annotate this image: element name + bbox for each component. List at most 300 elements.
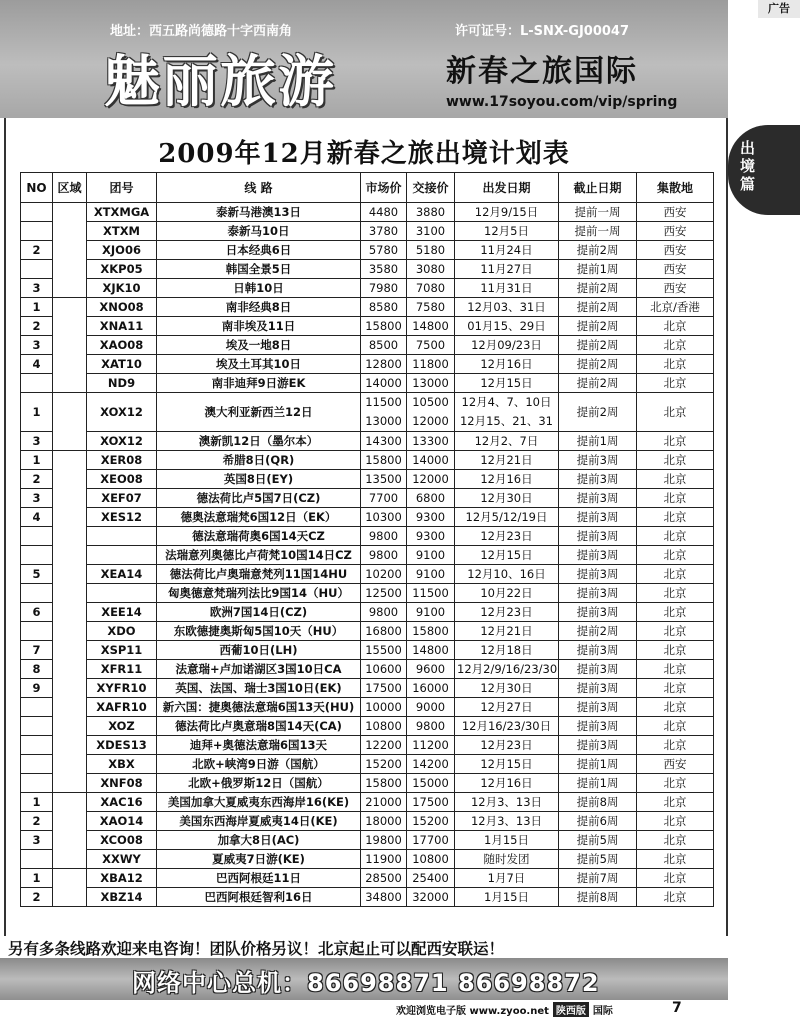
- row-departure-cell: 12月16日: [455, 774, 559, 793]
- row-market-price-cell: 14300: [361, 432, 407, 451]
- row-handover-price-cell: 9800: [407, 717, 455, 736]
- row-handover-price-cell: 13300: [407, 432, 455, 451]
- row-route-cell: 美国东西海岸夏威夷14日(KE): [157, 812, 361, 831]
- table-row: [21, 470, 714, 489]
- table-row: [21, 546, 714, 565]
- table-row: [21, 584, 714, 603]
- row-no-cell: 2: [21, 470, 53, 489]
- row-handover-price-cell: 9100: [407, 603, 455, 622]
- row-hub-cell: 西安: [637, 755, 714, 774]
- row-code-cell: XBX: [87, 755, 157, 774]
- row-handover-price-cell: 5180: [407, 241, 455, 260]
- row-market-price-cell: 9800: [361, 603, 407, 622]
- row-market-price-cell: 19800: [361, 831, 407, 850]
- row-market-price-cell: 21000: [361, 793, 407, 812]
- row-departure-cell: 1月7日: [455, 869, 559, 888]
- row-market-price-cell-line: 13000: [365, 414, 402, 428]
- row-market-price-cell: 15800: [361, 774, 407, 793]
- row-hub-cell: 北京: [637, 679, 714, 698]
- table-row: [21, 888, 714, 907]
- row-market-price-cell: 3580: [361, 260, 407, 279]
- row-deadline-cell: 提前3周: [559, 470, 637, 489]
- row-deadline-cell: 提前7周: [559, 869, 637, 888]
- row-handover-price-cell: 14800: [407, 641, 455, 660]
- row-deadline-cell: 提前3周: [559, 489, 637, 508]
- row-deadline-cell: 提前5周: [559, 850, 637, 869]
- row-hub-cell: 西安: [637, 260, 714, 279]
- row-code-cell: XSP11: [87, 641, 157, 660]
- row-code-cell: XFR11: [87, 660, 157, 679]
- row-handover-price-cell: 13000: [407, 374, 455, 393]
- row-handover-price-cell: 9100: [407, 546, 455, 565]
- row-route-cell: 日韩10日: [157, 279, 361, 298]
- row-departure-cell: 12月21日: [455, 451, 559, 470]
- row-market-price-cell: 17500: [361, 679, 407, 698]
- row-route-cell: 泰新马港澳13日: [157, 203, 361, 222]
- row-route-cell: 德法意瑞荷奥6国14天CZ: [157, 527, 361, 546]
- row-departure-cell: 12月23日: [455, 527, 559, 546]
- row-handover-price-cell: 14800: [407, 317, 455, 336]
- row-route-cell: 英国8日(EY): [157, 470, 361, 489]
- row-code-cell: XOX12: [87, 393, 157, 432]
- row-handover-price-cell: 3880: [407, 203, 455, 222]
- row-market-price-cell: 15500: [361, 641, 407, 660]
- row-market-price-cell: 10200: [361, 565, 407, 584]
- table-row: [21, 622, 714, 641]
- row-handover-price-cell: 25400: [407, 869, 455, 888]
- row-deadline-cell: 提前2周: [559, 374, 637, 393]
- row-handover-price-cell: 9300: [407, 527, 455, 546]
- row-handover-price-cell: 17500: [407, 793, 455, 812]
- row-handover-price-cell: 11800: [407, 355, 455, 374]
- row-hub-cell: 北京: [637, 603, 714, 622]
- row-handover-price-cell: 15200: [407, 812, 455, 831]
- row-code-cell: XEF07: [87, 489, 157, 508]
- row-no-cell: 5: [21, 565, 53, 584]
- row-departure-cell: 11月24日: [455, 241, 559, 260]
- row-departure-cell: 12月27日: [455, 698, 559, 717]
- row-deadline-cell: 提前2周: [559, 355, 637, 374]
- row-code-cell: XYFR10: [87, 679, 157, 698]
- row-departure-cell: 12月3、13日: [455, 812, 559, 831]
- row-departure-cell: 12月09/23日: [455, 336, 559, 355]
- row-hub-cell: 北京: [637, 489, 714, 508]
- row-code-cell: XAO08: [87, 336, 157, 355]
- row-market-price-cell: 3780: [361, 222, 407, 241]
- table-row: [21, 850, 714, 869]
- row-hub-cell: 北京: [637, 317, 714, 336]
- row-market-price-cell: 8500: [361, 336, 407, 355]
- row-deadline-cell: 提前2周: [559, 241, 637, 260]
- row-departure-cell: 1月15日: [455, 888, 559, 907]
- row-deadline-cell: 提前3周: [559, 565, 637, 584]
- row-code-cell: XXWY: [87, 850, 157, 869]
- row-route-cell: 德法荷比卢奥意瑞8国14天(CA): [157, 717, 361, 736]
- row-departure-cell: [455, 393, 559, 432]
- row-departure-cell: 11月31日: [455, 279, 559, 298]
- table-row: [21, 736, 714, 755]
- row-route-cell: 东欧德捷奥斯匈5国10天（HU）: [157, 622, 361, 641]
- row-no-cell: [21, 203, 53, 222]
- row-hub-cell: 北京: [637, 850, 714, 869]
- row-market-price-cell: 9800: [361, 546, 407, 565]
- table-row: [21, 222, 714, 241]
- row-hub-cell: 北京: [637, 660, 714, 679]
- row-hub-cell: 西安: [637, 203, 714, 222]
- row-departure-cell: 12月18日: [455, 641, 559, 660]
- row-deadline-cell: 提前2周: [559, 298, 637, 317]
- table-row: [21, 279, 714, 298]
- page-number: 7: [672, 1000, 682, 1016]
- row-no-cell: [21, 717, 53, 736]
- row-hub-cell: 北京: [637, 565, 714, 584]
- row-code-cell: XTXM: [87, 222, 157, 241]
- row-hub-cell: 北京: [637, 508, 714, 527]
- header-banner: [0, 0, 728, 118]
- table-row: [21, 660, 714, 679]
- row-departure-cell: 12月15日: [455, 374, 559, 393]
- row-departure-cell: 12月5/12/19日: [455, 508, 559, 527]
- page-title: 2009年12月新春之旅出境计划表: [158, 139, 570, 169]
- row-code-cell: XDES13: [87, 736, 157, 755]
- row-market-price-cell: 15800: [361, 317, 407, 336]
- row-code-cell: XOZ: [87, 717, 157, 736]
- row-handover-price-cell: 7500: [407, 336, 455, 355]
- row-departure-cell: 12月16/23/30日: [455, 717, 559, 736]
- row-hub-cell: 北京: [637, 831, 714, 850]
- row-region-cell: [53, 869, 87, 907]
- row-departure-cell: 12月5日: [455, 222, 559, 241]
- ad-label: 广告: [758, 0, 800, 18]
- table-row: [21, 812, 714, 831]
- table-header-row: [21, 173, 714, 203]
- table-row: [21, 717, 714, 736]
- row-route-cell: 韩国全景5日: [157, 260, 361, 279]
- row-market-price-cell: 5780: [361, 241, 407, 260]
- row-no-cell: [21, 698, 53, 717]
- col-header-handover-price: 交接价: [407, 173, 455, 203]
- row-departure-cell: 12月21日: [455, 622, 559, 641]
- row-handover-price-cell: 16000: [407, 679, 455, 698]
- row-no-cell: [21, 374, 53, 393]
- row-route-cell: 北欧+俄罗斯12日（国航）: [157, 774, 361, 793]
- row-no-cell: [21, 736, 53, 755]
- row-route-cell: 泰新马10日: [157, 222, 361, 241]
- row-no-cell: 2: [21, 812, 53, 831]
- page-footer: [396, 1002, 613, 1017]
- row-no-cell: [21, 774, 53, 793]
- row-no-cell: [21, 622, 53, 641]
- row-route-cell: 南非埃及11日: [157, 317, 361, 336]
- row-handover-price-cell: 3080: [407, 260, 455, 279]
- table-row: [21, 203, 714, 222]
- row-market-price-cell: [361, 393, 407, 432]
- table-row: [21, 432, 714, 451]
- row-deadline-cell: 提前3周: [559, 451, 637, 470]
- row-no-cell: 2: [21, 241, 53, 260]
- row-route-cell: 澳大利亚新西兰12日: [157, 393, 361, 432]
- table-row: [21, 527, 714, 546]
- row-no-cell: 1: [21, 451, 53, 470]
- row-market-price-cell: 12800: [361, 355, 407, 374]
- row-code-cell: XER08: [87, 451, 157, 470]
- row-route-cell: 埃及土耳其10日: [157, 355, 361, 374]
- row-deadline-cell: 提前3周: [559, 717, 637, 736]
- row-route-cell: 新六国：捷奥德法意瑞6国13天(HU): [157, 698, 361, 717]
- row-handover-price-cell-line: 12000: [412, 414, 449, 428]
- row-departure-cell: 12月2/9/16/23/30: [455, 660, 559, 679]
- col-header-region: 区域: [53, 173, 87, 203]
- row-no-cell: [21, 260, 53, 279]
- row-code-cell: XNF08: [87, 774, 157, 793]
- table-row: [21, 489, 714, 508]
- row-departure-cell: 12月16日: [455, 470, 559, 489]
- row-departure-cell: 10月22日: [455, 584, 559, 603]
- row-deadline-cell: 提前3周: [559, 508, 637, 527]
- col-header-no: NO: [21, 173, 53, 203]
- row-departure-cell: 12月23日: [455, 736, 559, 755]
- row-no-cell: [21, 527, 53, 546]
- row-departure-cell: 12月15日: [455, 755, 559, 774]
- row-code-cell: XEO08: [87, 470, 157, 489]
- row-code-cell: XEA14: [87, 565, 157, 584]
- row-no-cell: 1: [21, 298, 53, 317]
- row-code-cell: XAO14: [87, 812, 157, 831]
- table-row: [21, 774, 714, 793]
- row-market-price-cell: 28500: [361, 869, 407, 888]
- row-market-price-cell: 11900: [361, 850, 407, 869]
- row-market-price-cell: 34800: [361, 888, 407, 907]
- row-departure-cell: 12月10、16日: [455, 565, 559, 584]
- row-deadline-cell: 提前3周: [559, 736, 637, 755]
- row-market-price-cell: 18000: [361, 812, 407, 831]
- row-hub-cell: 西安: [637, 241, 714, 260]
- row-route-cell: 巴西阿根廷智利16日: [157, 888, 361, 907]
- row-departure-cell: 1月15日: [455, 831, 559, 850]
- row-hub-cell: 西安: [637, 279, 714, 298]
- table-row: [21, 298, 714, 317]
- row-handover-price-cell: 9600: [407, 660, 455, 679]
- row-deadline-cell: 提前一周: [559, 203, 637, 222]
- row-market-price-cell: 7980: [361, 279, 407, 298]
- row-no-cell: 4: [21, 355, 53, 374]
- row-code-cell: [87, 546, 157, 565]
- row-code-cell: XCO08: [87, 831, 157, 850]
- row-no-cell: 3: [21, 279, 53, 298]
- row-no-cell: 3: [21, 432, 53, 451]
- row-deadline-cell: 提前2周: [559, 622, 637, 641]
- table-row: [21, 451, 714, 470]
- table-row: [21, 355, 714, 374]
- table-row: [21, 641, 714, 660]
- row-no-cell: [21, 850, 53, 869]
- row-route-cell: 德法荷比卢5国7日(CZ): [157, 489, 361, 508]
- row-route-cell: 欧洲7国14日(CZ): [157, 603, 361, 622]
- row-deadline-cell: 提前3周: [559, 527, 637, 546]
- table-row: [21, 831, 714, 850]
- row-region-cell: [53, 393, 87, 451]
- row-handover-price-cell: 14000: [407, 451, 455, 470]
- row-deadline-cell: 提前1周: [559, 755, 637, 774]
- col-header-route: 线 路: [157, 173, 361, 203]
- row-hub-cell: 北京: [637, 527, 714, 546]
- col-header-deadline: 截止日期: [559, 173, 637, 203]
- table-row: [21, 755, 714, 774]
- row-hub-cell: 北京: [637, 869, 714, 888]
- row-deadline-cell: 提前3周: [559, 679, 637, 698]
- row-deadline-cell: 提前1周: [559, 774, 637, 793]
- row-market-price-cell: 10300: [361, 508, 407, 527]
- agency-address: 地址：西五路尚德路十字西南角: [110, 24, 293, 39]
- section-side-tab: [728, 125, 800, 215]
- table-row: [21, 508, 714, 527]
- row-code-cell: XDO: [87, 622, 157, 641]
- row-deadline-cell: 提前1周: [559, 432, 637, 451]
- col-header-market-price: 市场价: [361, 173, 407, 203]
- row-hub-cell: 北京: [637, 641, 714, 660]
- table-row: [21, 241, 714, 260]
- table-row: [21, 336, 714, 355]
- edition-badge: 陕西版: [553, 1002, 589, 1017]
- row-no-cell: [21, 222, 53, 241]
- row-code-cell: XBA12: [87, 869, 157, 888]
- row-code-cell: [87, 527, 157, 546]
- row-handover-price-cell: 6800: [407, 489, 455, 508]
- row-handover-price-cell: 7580: [407, 298, 455, 317]
- row-route-cell: 北欧+峡湾9日游（国航）: [157, 755, 361, 774]
- row-no-cell: 8: [21, 660, 53, 679]
- row-market-price-cell: 8580: [361, 298, 407, 317]
- section-side-tab-label: 出境篇: [740, 139, 756, 193]
- table-row: [21, 793, 714, 812]
- row-no-cell: [21, 584, 53, 603]
- row-departure-cell: 12月16日: [455, 355, 559, 374]
- row-hub-cell: 北京: [637, 546, 714, 565]
- row-route-cell: 南非经典8日: [157, 298, 361, 317]
- row-no-cell: 3: [21, 489, 53, 508]
- row-departure-cell: 12月3、13日: [455, 793, 559, 812]
- row-hub-cell: 北京: [637, 432, 714, 451]
- row-handover-price-cell: 14200: [407, 755, 455, 774]
- footer-text: 欢迎浏览电子版 www.zyoo.net: [396, 1006, 549, 1017]
- row-handover-price-cell: 32000: [407, 888, 455, 907]
- row-deadline-cell: 提前8周: [559, 793, 637, 812]
- row-hub-cell: 北京: [637, 584, 714, 603]
- row-deadline-cell: 提前6周: [559, 812, 637, 831]
- row-deadline-cell: 提前3周: [559, 698, 637, 717]
- row-code-cell: XNA11: [87, 317, 157, 336]
- row-no-cell: 2: [21, 317, 53, 336]
- row-departure-cell: 随时发团: [455, 850, 559, 869]
- row-code-cell: XJO06: [87, 241, 157, 260]
- row-departure-cell-line: 12月4、7、10日: [461, 395, 552, 409]
- table-row: [21, 698, 714, 717]
- col-header-hub: 集散地: [637, 173, 714, 203]
- row-route-cell: 希腊8日(QR): [157, 451, 361, 470]
- row-code-cell: [87, 584, 157, 603]
- row-deadline-cell: 提前3周: [559, 641, 637, 660]
- table-row: [21, 869, 714, 888]
- row-route-cell: 法意瑞+卢加诺湖区3国10日CA: [157, 660, 361, 679]
- row-route-cell: 日本经典6日: [157, 241, 361, 260]
- row-market-price-cell: 16800: [361, 622, 407, 641]
- row-market-price-cell: 4480: [361, 203, 407, 222]
- row-hub-cell: 北京/香港: [637, 298, 714, 317]
- row-no-cell: 4: [21, 508, 53, 527]
- row-route-cell: 巴西阿根廷11日: [157, 869, 361, 888]
- row-deadline-cell: 提前1周: [559, 260, 637, 279]
- agency-logo: 魅丽旅游: [104, 49, 336, 115]
- row-market-price-cell: 15200: [361, 755, 407, 774]
- col-header-departure: 出发日期: [455, 173, 559, 203]
- row-deadline-cell: 提前2周: [559, 279, 637, 298]
- row-route-cell: 英国、法国、瑞士3国10日(EK): [157, 679, 361, 698]
- hotline-bar: [0, 958, 728, 1000]
- row-region-cell: [53, 298, 87, 393]
- table-row: [21, 603, 714, 622]
- row-no-cell: [21, 755, 53, 774]
- row-handover-price-cell: 11500: [407, 584, 455, 603]
- row-deadline-cell: 提前2周: [559, 317, 637, 336]
- row-code-cell: XES12: [87, 508, 157, 527]
- row-market-price-cell: 10000: [361, 698, 407, 717]
- row-hub-cell: 北京: [637, 698, 714, 717]
- row-no-cell: 2: [21, 888, 53, 907]
- row-route-cell: 迪拜+奥德法意瑞6国13天: [157, 736, 361, 755]
- row-handover-price-cell: 17700: [407, 831, 455, 850]
- row-deadline-cell: 提前3周: [559, 603, 637, 622]
- row-handover-price-cell: 11200: [407, 736, 455, 755]
- row-hub-cell: 北京: [637, 812, 714, 831]
- website-url[interactable]: www.17soyou.com/vip/spring: [446, 94, 678, 110]
- row-route-cell: 夏威夷7日游(KE): [157, 850, 361, 869]
- row-code-cell: ND9: [87, 374, 157, 393]
- license-number: 许可证号：L-SNX-GJ00047: [455, 24, 630, 39]
- row-code-cell: XOX12: [87, 432, 157, 451]
- row-hub-cell: 北京: [637, 774, 714, 793]
- row-departure-cell: 12月2、7日: [455, 432, 559, 451]
- row-code-cell: XJK10: [87, 279, 157, 298]
- row-departure-cell: 12月23日: [455, 603, 559, 622]
- row-code-cell: XTXMGA: [87, 203, 157, 222]
- row-handover-price-cell: 15000: [407, 774, 455, 793]
- row-code-cell: XAT10: [87, 355, 157, 374]
- row-no-cell: 3: [21, 831, 53, 850]
- row-route-cell: 美国加拿大夏威夷东西海岸16(KE): [157, 793, 361, 812]
- row-handover-price-cell-line: 10500: [412, 395, 449, 409]
- row-handover-price-cell: 3100: [407, 222, 455, 241]
- row-route-cell: 加拿大8日(AC): [157, 831, 361, 850]
- row-hub-cell: 北京: [637, 374, 714, 393]
- row-market-price-cell: 9800: [361, 527, 407, 546]
- row-deadline-cell: 提前8周: [559, 888, 637, 907]
- row-route-cell: 德奥法意瑞梵6国12日（EK）: [157, 508, 361, 527]
- row-departure-cell: 12月30日: [455, 489, 559, 508]
- row-code-cell: XKP05: [87, 260, 157, 279]
- row-market-price-cell: 10800: [361, 717, 407, 736]
- row-hub-cell: 北京: [637, 888, 714, 907]
- row-handover-price-cell: 9300: [407, 508, 455, 527]
- row-handover-price-cell: [407, 393, 455, 432]
- row-route-cell: 澳新凯12日（墨尔本）: [157, 432, 361, 451]
- footer-section: 国际: [592, 1006, 613, 1017]
- row-route-cell: 匈奥德意梵瑞列法比9国14（HU）: [157, 584, 361, 603]
- row-market-price-cell: 7700: [361, 489, 407, 508]
- row-code-cell: XAFR10: [87, 698, 157, 717]
- table-row: [21, 374, 714, 393]
- row-handover-price-cell: 9100: [407, 565, 455, 584]
- row-no-cell: 7: [21, 641, 53, 660]
